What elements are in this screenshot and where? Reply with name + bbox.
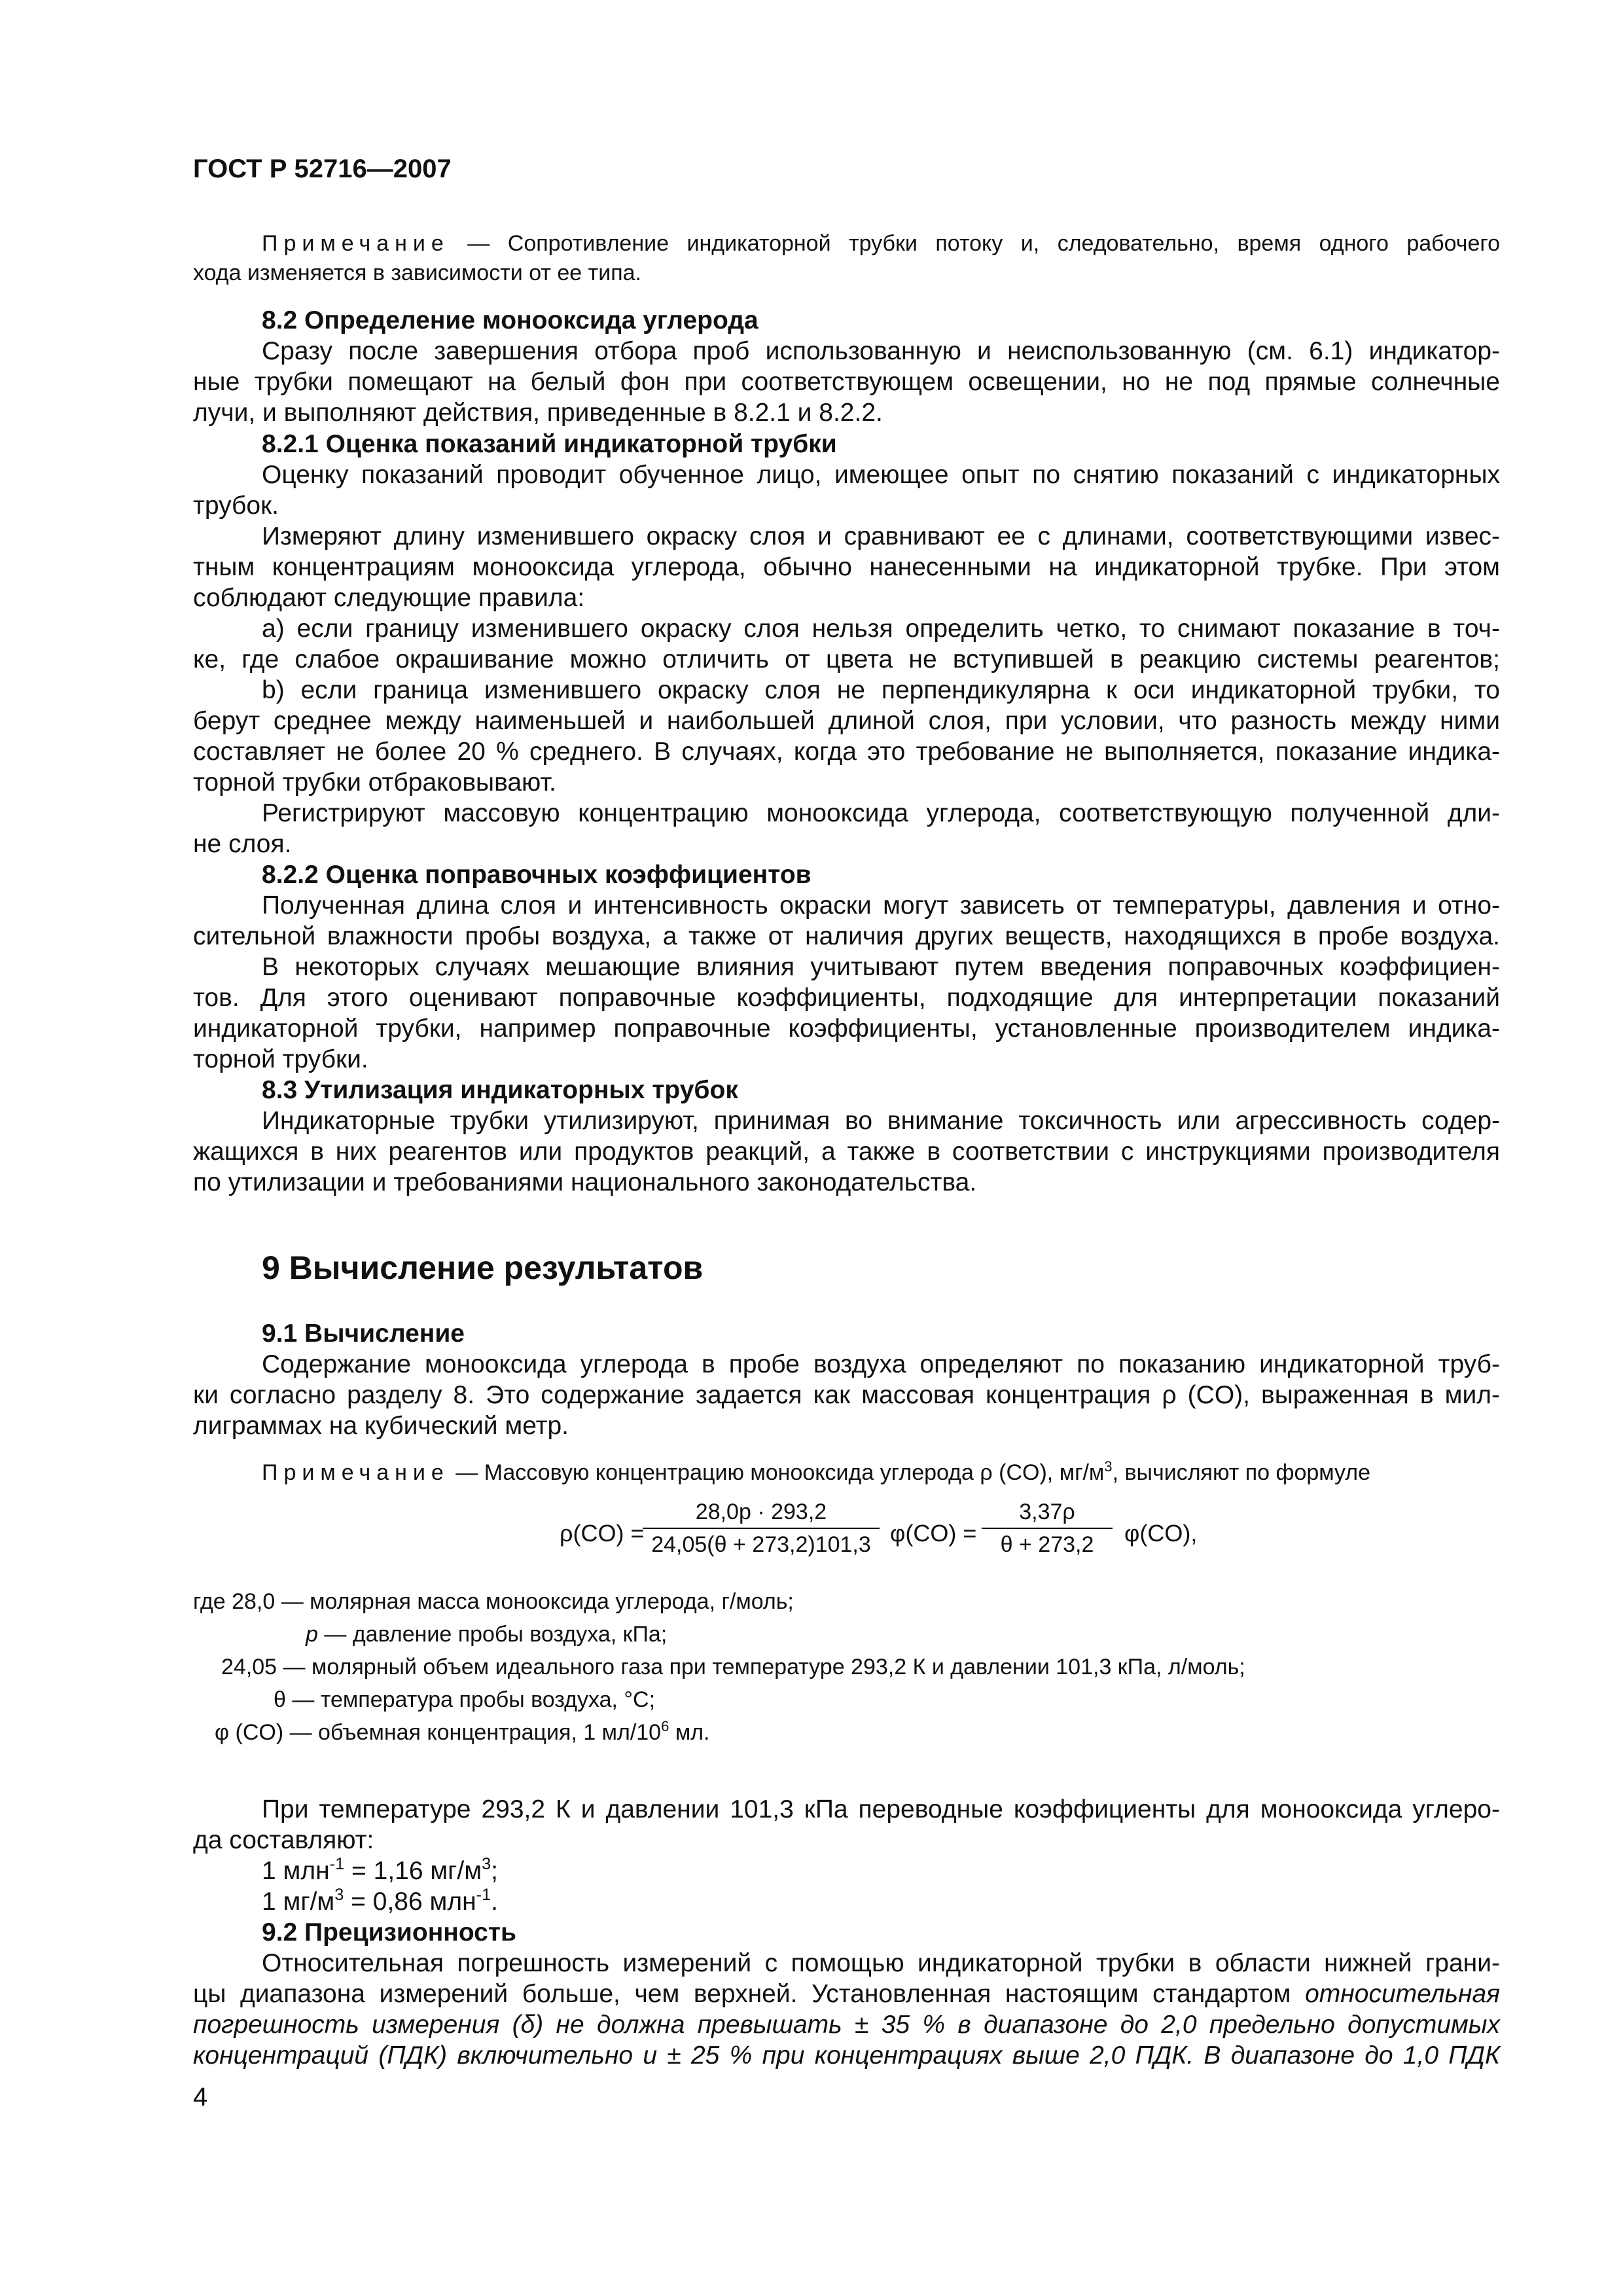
legend-symbol: где 28,0 (193, 1589, 276, 1614)
eq-part: = 1,16 мг/м (344, 1857, 482, 1885)
note-text: , вычисляют по формуле (1112, 1460, 1371, 1485)
legend-symbol: 24,05 (221, 1655, 277, 1679)
fraction-numerator: 3,37ρ (1019, 1499, 1075, 1524)
eq-part: 1 млн (262, 1857, 330, 1885)
eq-part: ; (491, 1857, 499, 1885)
note-label: Примечание (262, 1460, 450, 1485)
note-line (262, 229, 1500, 258)
section-title-9: 9 Вычисление результатов (262, 1249, 704, 1286)
formula-lhs: ρ(CO) = (560, 1520, 645, 1547)
paragraph-line: торной трубки отбраковывают. (193, 768, 556, 797)
fraction-numerator: 28,0p · 293,2 (695, 1499, 827, 1524)
legend-item (215, 1719, 710, 1746)
paragraph-line: индикаторной трубки, например поправочные коэффициенты, установленные производителем индика- (193, 1014, 1500, 1043)
formula-fraction-2 (982, 1499, 1113, 1558)
legend-description: — молярный объем идеального газа при температуре 293,2 К и давлении 101,3 кПа, л/моль; (283, 1655, 1245, 1679)
legend-description: — температура пробы воздуха, °С; (292, 1687, 656, 1712)
legend-symbol: p (306, 1622, 318, 1647)
formula-mid: φ(CO) = (890, 1520, 977, 1547)
paragraph-line: лучи, и выполняют действия, приведенные в 8.2.1 и 8.2.2. (193, 399, 883, 427)
paragraph-line: В некоторых случаях мешающие влияния учитывают путем введения поправочных коэффициен- (262, 953, 1500, 981)
paragraph-line: сительной влажности пробы воздуха, а также от наличия других веществ, находящихся в пробе воздуха. (193, 922, 1500, 950)
paragraph-line: торной трубки. (193, 1045, 368, 1073)
paragraph-line: Индикаторные трубки утилизируют, принимая во внимание токсичность или агрессивность содер- (262, 1107, 1500, 1135)
paragraph-line-italic: концентраций (ПДК) включительно и ± 25 % при концентрациях выше 2,0 ПДК. В диапазоне до 1,0 ПДК (193, 2041, 1500, 2070)
section-title-9-2: 9.2 Прецизионность (262, 1918, 516, 1946)
paragraph-line: ки согласно разделу 8. Это содержание задается как массовая концентрация ρ (CO), выраженная в мил- (193, 1381, 1500, 1409)
note-label: Примечание (262, 231, 450, 256)
page-number: 4 (193, 2083, 208, 2111)
text-run: цы диапазона измерений больше, чем верхней. Установленная настоящим стандартом (193, 1980, 1306, 2008)
legend-description: — давление пробы воздуха, кПа; (324, 1622, 668, 1647)
fraction-denominator: θ + 273,2 (1000, 1532, 1094, 1557)
paragraph-line: Содержание монооксида углерода в пробе воздуха определяют по показанию индикаторной труб- (262, 1350, 1500, 1378)
section-title-9-1: 9.1 Вычисление (262, 1319, 465, 1348)
note-line (262, 1458, 1500, 1487)
conversion-equation (262, 1856, 1500, 1886)
paragraph-line: тным концентрациям монооксида углерода, обычно нанесенными на индикаторной трубке. При этом (193, 553, 1500, 581)
formula-fraction-1 (643, 1499, 880, 1558)
legend-description: — объемная концентрация, 1 мл/10 (289, 1720, 662, 1745)
eq-part: = 0,86 млн (344, 1888, 476, 1916)
paragraph-line: ке, где слабое окрашивание можно отличить от цвета не вступившей в реакцию системы реагентов; (193, 645, 1500, 673)
legend-symbol: θ (274, 1687, 286, 1712)
formula-tail: φ(CO), (1124, 1520, 1198, 1547)
list-item-a: a) если границу изменившего окраску слоя нельзя определить четко, то снимают показание в точ- (262, 615, 1500, 643)
paragraph-line: Измеряют длину изменившего окраску слоя и сравнивают ее с длинами, соответствующими извес- (262, 522, 1500, 550)
paragraph-line: соблюдают следующие правила: (193, 584, 585, 612)
superscript: 3 (482, 1854, 491, 1873)
paragraph-line: ные трубки помещают на белый фон при соответствующем освещении, но не под прямые солнечные (193, 368, 1500, 396)
document-header: ГОСТ Р 52716—2007 (193, 154, 452, 183)
note-text: — Сопротивление индикаторной трубки потоку и, следовательно, время одного рабочего (467, 231, 1500, 256)
note-line: хода изменяется в зависимости от ее типа. (193, 260, 641, 285)
legend-description: мл. (669, 1720, 710, 1745)
paragraph-line: При температуре 293,2 К и давлении 101,3 кПа переводные коэффициенты для монооксида углеро- (262, 1795, 1500, 1823)
paragraph-line: Полученная длина слоя и интенсивность окраски могут зависеть от температуры, давления и отно- (262, 891, 1500, 920)
superscript: 6 (661, 1717, 669, 1734)
paragraph-line: Сразу после завершения отбора проб использованную и неиспользованную (см. 6.1) индикатор- (262, 337, 1500, 365)
eq-part: 1 мг/м (262, 1888, 335, 1916)
paragraph-line: по утилизации и требованиями национального законодательства. (193, 1168, 977, 1196)
paragraph-line: Относительная погрешность измерений с помощью индикаторной трубки в области нижней грани- (262, 1949, 1500, 1977)
superscript: -1 (329, 1854, 345, 1873)
superscript: -1 (476, 1885, 491, 1904)
text-run-italic: относительная (1305, 1980, 1500, 2008)
eq-part: . (491, 1888, 499, 1916)
paragraph-line: тов. Для этого оценивают поправочные коэффициенты, подходящие для интерпретации показаний (193, 984, 1500, 1012)
paragraph-line: берут среднее между наименьшей и наибольшей длиной слоя, при условии, что разность между ними (193, 707, 1500, 735)
paragraph-line: да составляют: (193, 1826, 374, 1854)
paragraph-line: трубок. (193, 492, 279, 520)
paragraph-line: Оценку показаний проводит обученное лицо, имеющее опыт по снятию показаний с индикаторных (262, 461, 1500, 489)
superscript: 3 (334, 1885, 344, 1904)
conversion-equation (262, 1887, 1500, 1917)
legend-item (221, 1653, 1245, 1681)
legend-symbol: φ (CO) (215, 1720, 284, 1745)
legend-item (193, 1588, 794, 1615)
superscript: 3 (1104, 1458, 1113, 1475)
paragraph-line (193, 1979, 1500, 2009)
paragraph-line-italic: погрешность измерения (δ) не должна превышать ± 35 % в диапазоне до 2,0 предельно допустимых (193, 2011, 1500, 2039)
section-title-8-2-1: 8.2.1 Оценка показаний индикаторной трубки (262, 430, 837, 458)
list-item-b: b) если граница изменившего окраску слоя не перпендикулярна к оси индикаторной трубки, то (262, 676, 1500, 704)
legend-item (274, 1686, 655, 1713)
section-title-8-2: 8.2 Определение монооксида углерода (262, 306, 758, 334)
paragraph-line: Регистрируют массовую концентрацию монооксида углерода, соответствующую полученной дли- (262, 799, 1500, 827)
legend-description: — молярная масса монооксида углерода, г/моль; (281, 1589, 794, 1614)
paragraph-line: не слоя. (193, 830, 292, 858)
paragraph-line: жащихся в них реагентов или продуктов реакций, а также в соответствии с инструкциями производителя (193, 1138, 1500, 1166)
section-title-8-3: 8.3 Утилизация индикаторных трубок (262, 1076, 738, 1104)
note-text: — Массовую концентрацию монооксида углерода ρ (CO), мг/м (455, 1460, 1105, 1485)
fraction-denominator: 24,05(θ + 273,2)101,3 (651, 1532, 871, 1557)
section-title-8-2-2: 8.2.2 Оценка поправочных коэффициентов (262, 861, 812, 889)
legend-item (306, 1621, 667, 1648)
paragraph-line: лиграммах на кубический метр. (193, 1412, 569, 1440)
paragraph-line: составляет не более 20 % среднего. В случаях, когда это требование не выполняется, показание индика- (193, 738, 1500, 766)
